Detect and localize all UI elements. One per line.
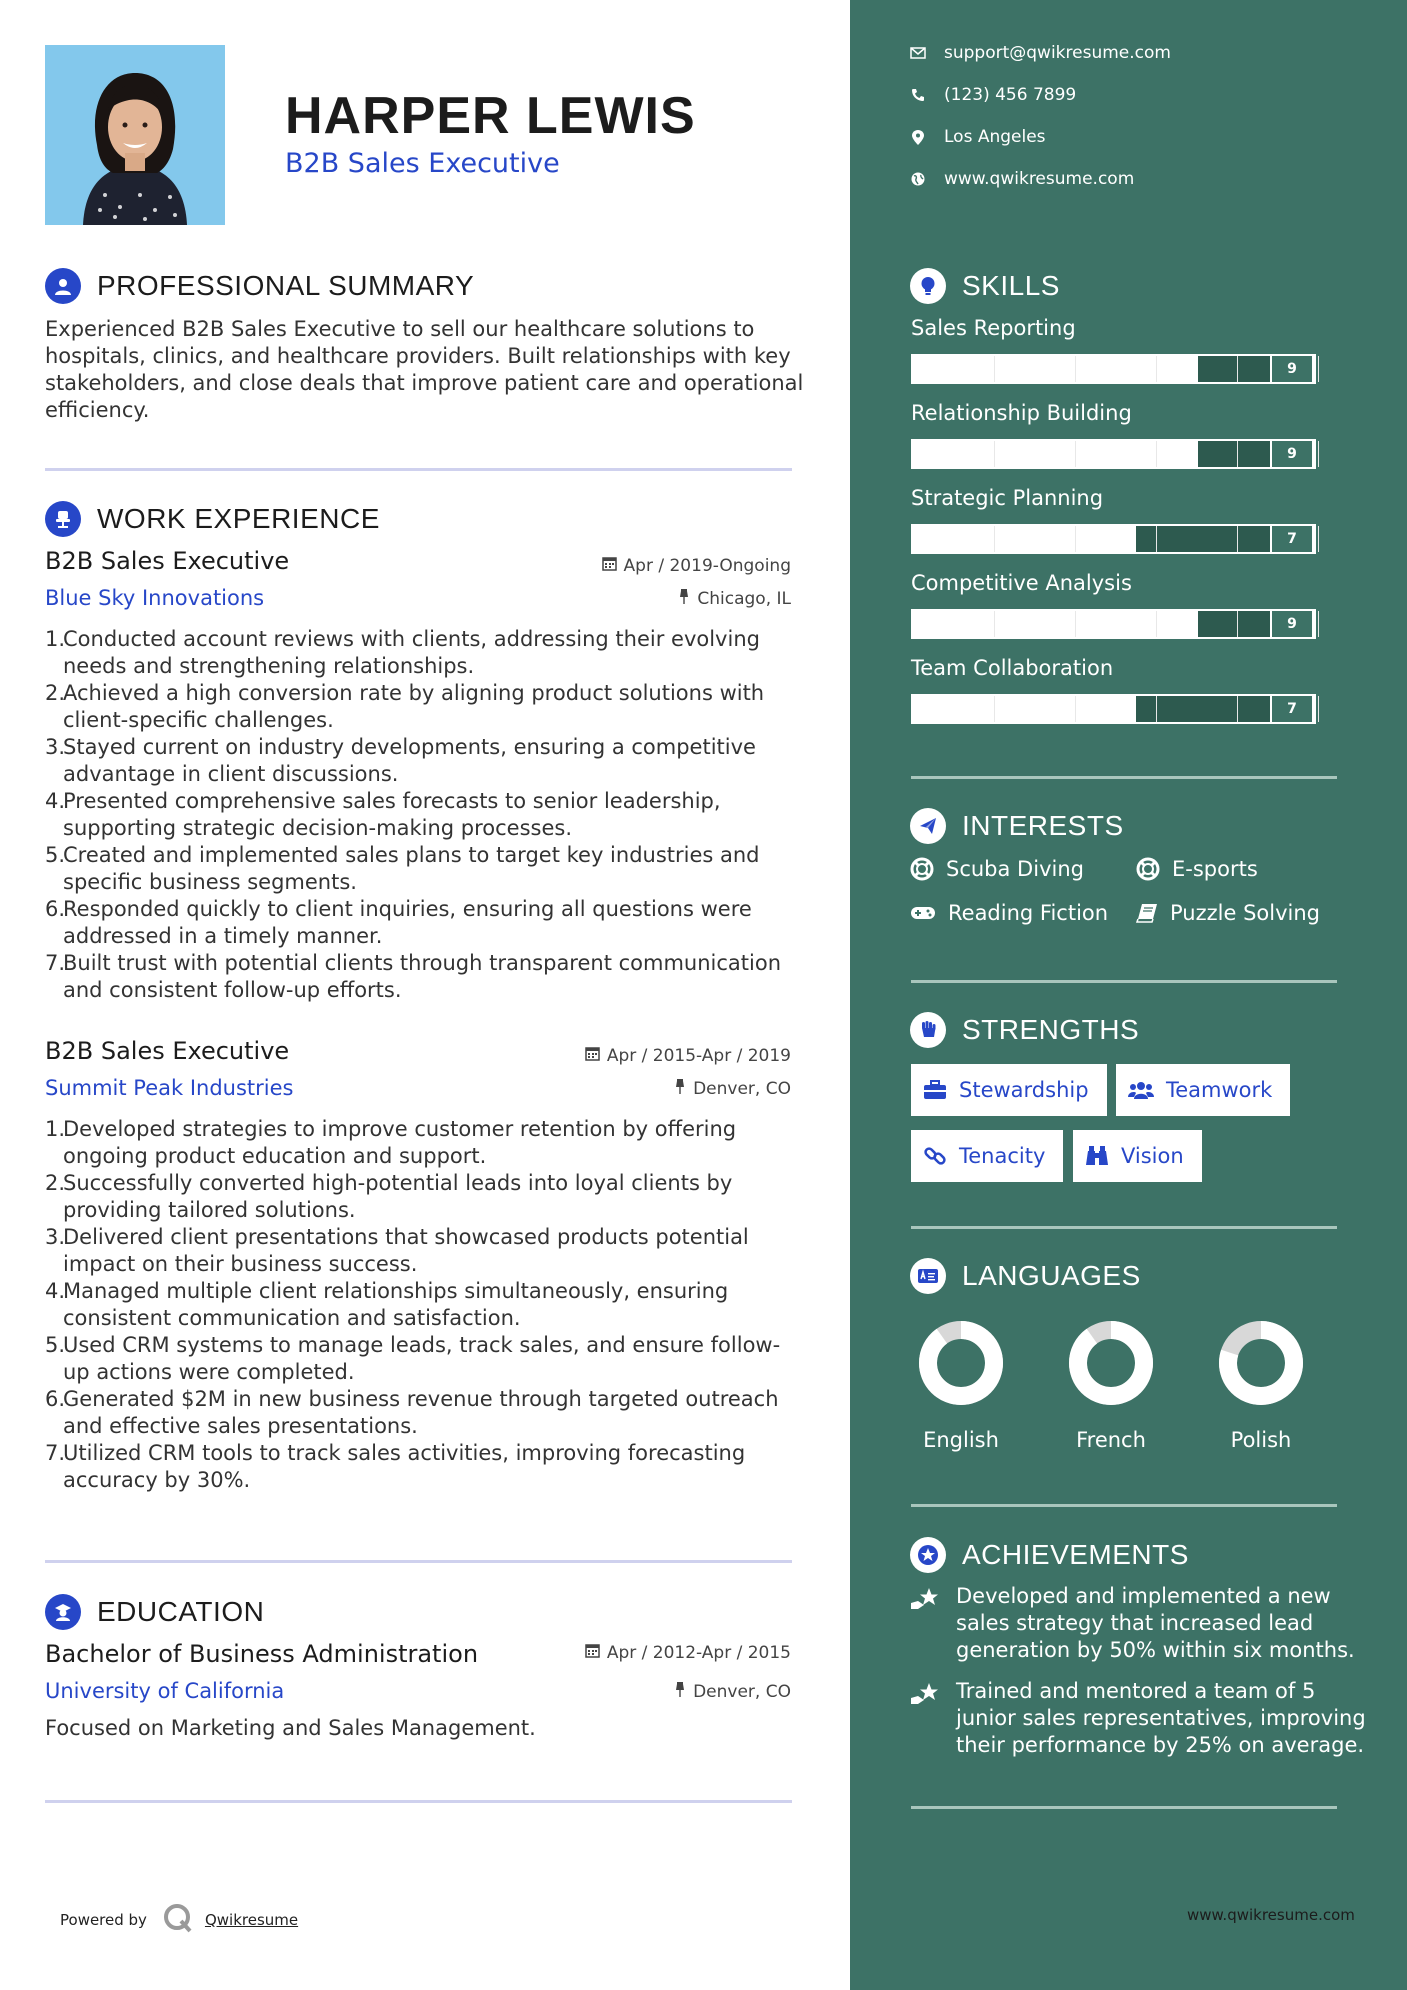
powered-by: Powered by Qwikresume bbox=[60, 1903, 298, 1937]
education-dates: Apr / 2012-Apr / 2015 bbox=[585, 1643, 791, 1663]
summary-text: Experienced B2B Sales Executive to sell our healthcare solutions to hospitals, clinics, and healthcare providers. Built relationships with key stakeholders, and close deals that improve patient care and operational efficiency. bbox=[45, 317, 804, 422]
contact-website[interactable]: www.qwikresume.com bbox=[910, 169, 1134, 189]
skill-bar-segment bbox=[1318, 441, 1319, 467]
pin-icon bbox=[674, 1079, 686, 1099]
section-title-summary: PROFESSIONAL SUMMARY bbox=[97, 270, 475, 301]
list-item: 4. Presented comprehensive sales forecasts to senior leadership, supporting strategic decision-making processes. bbox=[45, 789, 721, 840]
strength-badge: Vision bbox=[1073, 1130, 1202, 1182]
skill-bar-segment bbox=[1318, 356, 1319, 382]
list-item: 7. Built trust with potential clients through transparent communication and consistent follow-up efforts. bbox=[45, 951, 782, 1002]
contact-phone[interactable]: (123) 456 7899 bbox=[910, 85, 1076, 105]
skill-bar-segment bbox=[1156, 356, 1157, 382]
contact-location: Los Angeles bbox=[910, 127, 1046, 147]
skill-label: Strategic Planning bbox=[911, 486, 1104, 510]
section-divider bbox=[45, 1560, 792, 1563]
calendar-icon bbox=[585, 1046, 600, 1066]
language-level-ring bbox=[1218, 1320, 1304, 1406]
skill-bar-segment bbox=[994, 356, 995, 382]
lifebuoy-icon bbox=[910, 857, 934, 881]
list-item: 1. Conducted account reviews with clients, addressing their evolving needs and strengthening relationships. bbox=[45, 627, 760, 678]
users-icon bbox=[1128, 1080, 1154, 1100]
skill-bar-fill bbox=[913, 526, 1136, 552]
candidate-role: B2B Sales Executive bbox=[285, 148, 560, 179]
candidate-name: HARPER LEWIS bbox=[285, 87, 696, 145]
section-title-strengths: STRENGTHS bbox=[962, 1014, 1140, 1045]
star-hand-icon bbox=[910, 1678, 944, 1759]
education-location: Denver, CO bbox=[674, 1682, 791, 1702]
language-label: Polish bbox=[1230, 1428, 1292, 1452]
degree-title: Bachelor of Business Administration bbox=[45, 1640, 479, 1668]
pin-icon bbox=[674, 1682, 686, 1702]
language-ring-fill bbox=[928, 1330, 994, 1396]
globe-icon bbox=[910, 172, 926, 186]
interests-header bbox=[910, 808, 1124, 844]
skill-bar-segment bbox=[1237, 441, 1238, 467]
list-item: 2. Achieved a high conversion rate by aligning product solutions with client-specific challenges. bbox=[45, 681, 765, 732]
language-item bbox=[911, 1320, 1011, 1452]
calendar-icon bbox=[602, 556, 617, 576]
skill-bar-segment bbox=[1156, 441, 1157, 467]
skill-score: 9 bbox=[1270, 439, 1314, 469]
language-level-ring bbox=[1068, 1320, 1154, 1406]
skill-score: 9 bbox=[1270, 609, 1314, 639]
job-bullets bbox=[45, 1116, 795, 1494]
section-title-achievements: ACHIEVEMENTS bbox=[962, 1539, 1189, 1570]
interest-item: Scuba Diving bbox=[910, 857, 1084, 881]
achievement-item: Developed and implemented a new sales strategy that increased lead generation by 50% within six months. bbox=[910, 1583, 1370, 1664]
skill-bar-segment bbox=[994, 441, 995, 467]
chair-icon bbox=[45, 501, 81, 537]
skills-header bbox=[910, 268, 1060, 304]
skill-label: Relationship Building bbox=[911, 401, 1132, 425]
skill-score: 7 bbox=[1270, 524, 1314, 554]
map-marker-icon bbox=[910, 130, 926, 145]
skill-label: Sales Reporting bbox=[911, 316, 1076, 340]
achievement-item: Trained and mentored a team of 5 junior sales representatives, improving their performance by 25% on average. bbox=[910, 1678, 1370, 1759]
list-item: 2. Successfully converted high-potential leads into loyal clients by providing tailored solutions. bbox=[45, 1171, 733, 1222]
book-icon bbox=[1136, 903, 1158, 923]
language-card-icon bbox=[910, 1258, 946, 1294]
interest-item: Puzzle Solving bbox=[1136, 901, 1320, 925]
skill-bar bbox=[911, 524, 1316, 554]
skill-bar-segment bbox=[1318, 611, 1319, 637]
contact-email[interactable]: support@qwikresume.com bbox=[910, 43, 1171, 63]
skill-label: Team Collaboration bbox=[911, 656, 1114, 680]
skill-score: 9 bbox=[1270, 354, 1314, 384]
star-hand-icon bbox=[910, 1583, 944, 1664]
list-item: 7. Utilized CRM tools to track sales activities, improving forecasting accuracy by 30%. bbox=[45, 1441, 746, 1492]
skill-bar-segment bbox=[1237, 611, 1238, 637]
phone-icon bbox=[910, 88, 926, 102]
section-divider bbox=[911, 1226, 1337, 1229]
skill-bar-segment bbox=[1156, 696, 1157, 722]
list-item: 3. Delivered client presentations that showcased products potential impact on their business success. bbox=[45, 1225, 749, 1276]
skill-bar-segment bbox=[1237, 356, 1238, 382]
languages-header bbox=[910, 1258, 1141, 1294]
skill-bar-segment bbox=[1075, 356, 1076, 382]
list-item: 3. Stayed current on industry developments, ensuring a competitive advantage in client discussions. bbox=[45, 735, 756, 786]
skill-bar-segment bbox=[994, 696, 995, 722]
job-title: B2B Sales Executive bbox=[45, 1037, 290, 1065]
section-title-interests: INTERESTS bbox=[962, 810, 1124, 841]
skill-bar-segment bbox=[1075, 526, 1076, 552]
language-label: French bbox=[1076, 1428, 1146, 1452]
binoculars-icon bbox=[1085, 1145, 1109, 1167]
school-name: University of California bbox=[45, 1679, 285, 1703]
graduate-icon bbox=[45, 1594, 81, 1630]
qwikresume-link[interactable]: Qwikresume bbox=[204, 1911, 299, 1929]
calendar-icon bbox=[585, 1643, 600, 1663]
experience-header bbox=[45, 501, 380, 537]
section-divider bbox=[911, 980, 1337, 983]
skill-label: Competitive Analysis bbox=[911, 571, 1132, 595]
language-label: English bbox=[923, 1428, 999, 1452]
skill-bar bbox=[911, 609, 1316, 639]
interest-item: E-sports bbox=[1136, 857, 1258, 881]
skill-bar bbox=[911, 439, 1316, 469]
skill-bar-segment bbox=[1075, 696, 1076, 722]
section-title-experience: WORK EXPERIENCE bbox=[97, 503, 380, 534]
section-title-languages: LANGUAGES bbox=[962, 1260, 1141, 1291]
list-item: 6. Generated $2M in new business revenue through targeted outreach and effective sales presentations. bbox=[45, 1387, 779, 1438]
skill-bar-segment bbox=[1075, 441, 1076, 467]
section-divider bbox=[911, 1504, 1337, 1507]
gamepad-icon bbox=[910, 904, 936, 922]
skill-bar-segment bbox=[1156, 611, 1157, 637]
skill-bar bbox=[911, 694, 1316, 724]
strength-badge: Tenacity bbox=[911, 1130, 1063, 1182]
job-bullets bbox=[45, 626, 795, 1004]
strength-badge: Teamwork bbox=[1116, 1064, 1290, 1116]
lifebuoy-icon bbox=[1136, 857, 1160, 881]
language-item bbox=[1211, 1320, 1311, 1452]
portrait-image bbox=[45, 45, 225, 225]
interest-item: Reading Fiction bbox=[910, 901, 1108, 925]
strengths-header bbox=[910, 1012, 1139, 1048]
skill-bar-segment bbox=[1237, 696, 1238, 722]
achievements-header bbox=[910, 1537, 1189, 1573]
skill-bar-segment bbox=[1156, 526, 1157, 552]
qwikresume-logo-icon bbox=[163, 1903, 193, 1937]
section-divider bbox=[911, 776, 1337, 779]
summary-header bbox=[45, 268, 474, 304]
skill-bar-segment bbox=[1318, 526, 1319, 552]
education-description: Focused on Marketing and Sales Management. bbox=[45, 1716, 536, 1740]
skill-bar-segment bbox=[1318, 696, 1319, 722]
job-title: B2B Sales Executive bbox=[45, 547, 290, 575]
strength-badge: Stewardship bbox=[911, 1064, 1107, 1116]
skill-bar-segment bbox=[994, 611, 995, 637]
skill-bar-segment bbox=[994, 526, 995, 552]
education-header bbox=[45, 1594, 264, 1630]
company-name: Blue Sky Innovations bbox=[45, 586, 265, 610]
list-item: 4. Managed multiple client relationships simultaneously, ensuring consistent communication and satisfaction. bbox=[45, 1279, 729, 1330]
pin-icon bbox=[678, 589, 690, 609]
language-ring-fill bbox=[1078, 1330, 1144, 1396]
job-location: Chicago, IL bbox=[678, 589, 791, 609]
list-item: 5. Created and implemented sales plans to target key industries and specific business segments. bbox=[45, 843, 760, 894]
skill-bar bbox=[911, 354, 1316, 384]
skill-bar-fill bbox=[913, 696, 1136, 722]
star-badge-icon bbox=[910, 1537, 946, 1573]
section-title-skills: SKILLS bbox=[962, 270, 1060, 301]
lightbulb-icon bbox=[910, 268, 946, 304]
skill-bar-segment bbox=[1237, 526, 1238, 552]
list-item: 5. Used CRM systems to manage leads, track sales, and ensure follow-up actions were completed. bbox=[45, 1333, 781, 1384]
list-item: 1. Developed strategies to improve customer retention by offering ongoing product education and support. bbox=[45, 1117, 737, 1168]
section-divider bbox=[45, 1800, 792, 1803]
language-item bbox=[1061, 1320, 1161, 1452]
job-location: Denver, CO bbox=[674, 1079, 791, 1099]
envelope-icon bbox=[910, 47, 926, 59]
skill-score: 7 bbox=[1270, 694, 1314, 724]
paper-plane-icon bbox=[910, 808, 946, 844]
link-icon bbox=[923, 1144, 947, 1168]
section-divider bbox=[45, 468, 792, 471]
skill-bar-segment bbox=[1075, 611, 1076, 637]
sidebar bbox=[850, 0, 1407, 1990]
footer-url[interactable]: www.qwikresume.com bbox=[1187, 1906, 1355, 1924]
job-dates: Apr / 2019-Ongoing bbox=[602, 556, 791, 576]
job-dates: Apr / 2015-Apr / 2019 bbox=[585, 1046, 791, 1066]
user-icon bbox=[45, 268, 81, 304]
fist-icon bbox=[910, 1012, 946, 1048]
section-title-education: EDUCATION bbox=[97, 1596, 265, 1627]
company-name: Summit Peak Industries bbox=[45, 1076, 294, 1100]
list-item: 6. Responded quickly to client inquiries, ensuring all questions were addressed in a timely manner. bbox=[45, 897, 752, 948]
profile-photo bbox=[45, 45, 225, 225]
language-level-ring bbox=[918, 1320, 1004, 1406]
section-divider bbox=[911, 1806, 1337, 1809]
briefcase-icon bbox=[923, 1080, 947, 1100]
